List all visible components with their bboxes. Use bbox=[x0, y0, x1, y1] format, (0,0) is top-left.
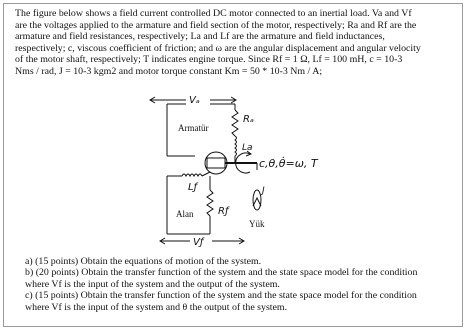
problem-line: of the motor shaft, respectively; T indicates engine torque. Since Rf = 1 Ω, Lf = 100 mH, c = 10-3 bbox=[15, 54, 403, 66]
question-line: where Vf is the input of the system and the output of the system. bbox=[25, 278, 280, 290]
question-list bbox=[25, 256, 465, 313]
question-line: a) (15 points) Obtain the equations of motion of the system. bbox=[25, 256, 262, 267]
problem-line: armature and field resistances, respectively; La and Lf are the armature and field inductances, bbox=[15, 31, 385, 43]
la-inductor bbox=[235, 136, 237, 156]
rf-label: Rƒ bbox=[218, 206, 229, 217]
problem-line: The figure below shows a field current controlled DC motor connected to an inertial load. Va and Vf bbox=[15, 8, 412, 19]
ra-label: Rₐ bbox=[243, 114, 254, 125]
problem-line: are the voltages applied to the armature and field section of the motor, respectively; Ra and Rf are the bbox=[15, 19, 417, 31]
lf-label: Lƒ bbox=[188, 182, 198, 193]
rf-resistor bbox=[207, 190, 213, 216]
ra-resistor bbox=[232, 110, 238, 136]
question-line: b) (20 points) Obtain the transfer function of the system and the state space model for the condition bbox=[25, 267, 418, 279]
field-label: Alan bbox=[176, 209, 194, 219]
la-label: La bbox=[242, 143, 253, 153]
motor-body bbox=[205, 152, 227, 174]
load-arrow bbox=[253, 198, 261, 206]
motor-brush bbox=[207, 158, 225, 168]
question-line: where Vf is the input of the system and θ the output of the system. bbox=[25, 301, 288, 313]
load-label: J bbox=[262, 186, 265, 196]
question-line: c) (15 points) Obtain the transfer function of the system and the state space model for the condition bbox=[25, 290, 417, 302]
problem-line: Nms / rad, J = 10-3 kgm2 and motor torque constant Km = 50 * 10-3 Nm / A; bbox=[15, 65, 323, 77]
motion-label: c,θ,θ̇=ω, T bbox=[259, 157, 318, 170]
armature-label: Armatür bbox=[178, 123, 209, 133]
load-inertia bbox=[253, 190, 261, 210]
lf-lead bbox=[202, 172, 210, 176]
va-label: Vₐ bbox=[189, 95, 200, 106]
problem-line: respectively; c, viscous coefficient of friction; and ω are the angular displacement and angular velocity bbox=[15, 42, 421, 54]
lf-inductor bbox=[182, 174, 202, 176]
load-caption: Yük bbox=[249, 219, 265, 229]
vf-label: Vƒ bbox=[193, 237, 204, 248]
